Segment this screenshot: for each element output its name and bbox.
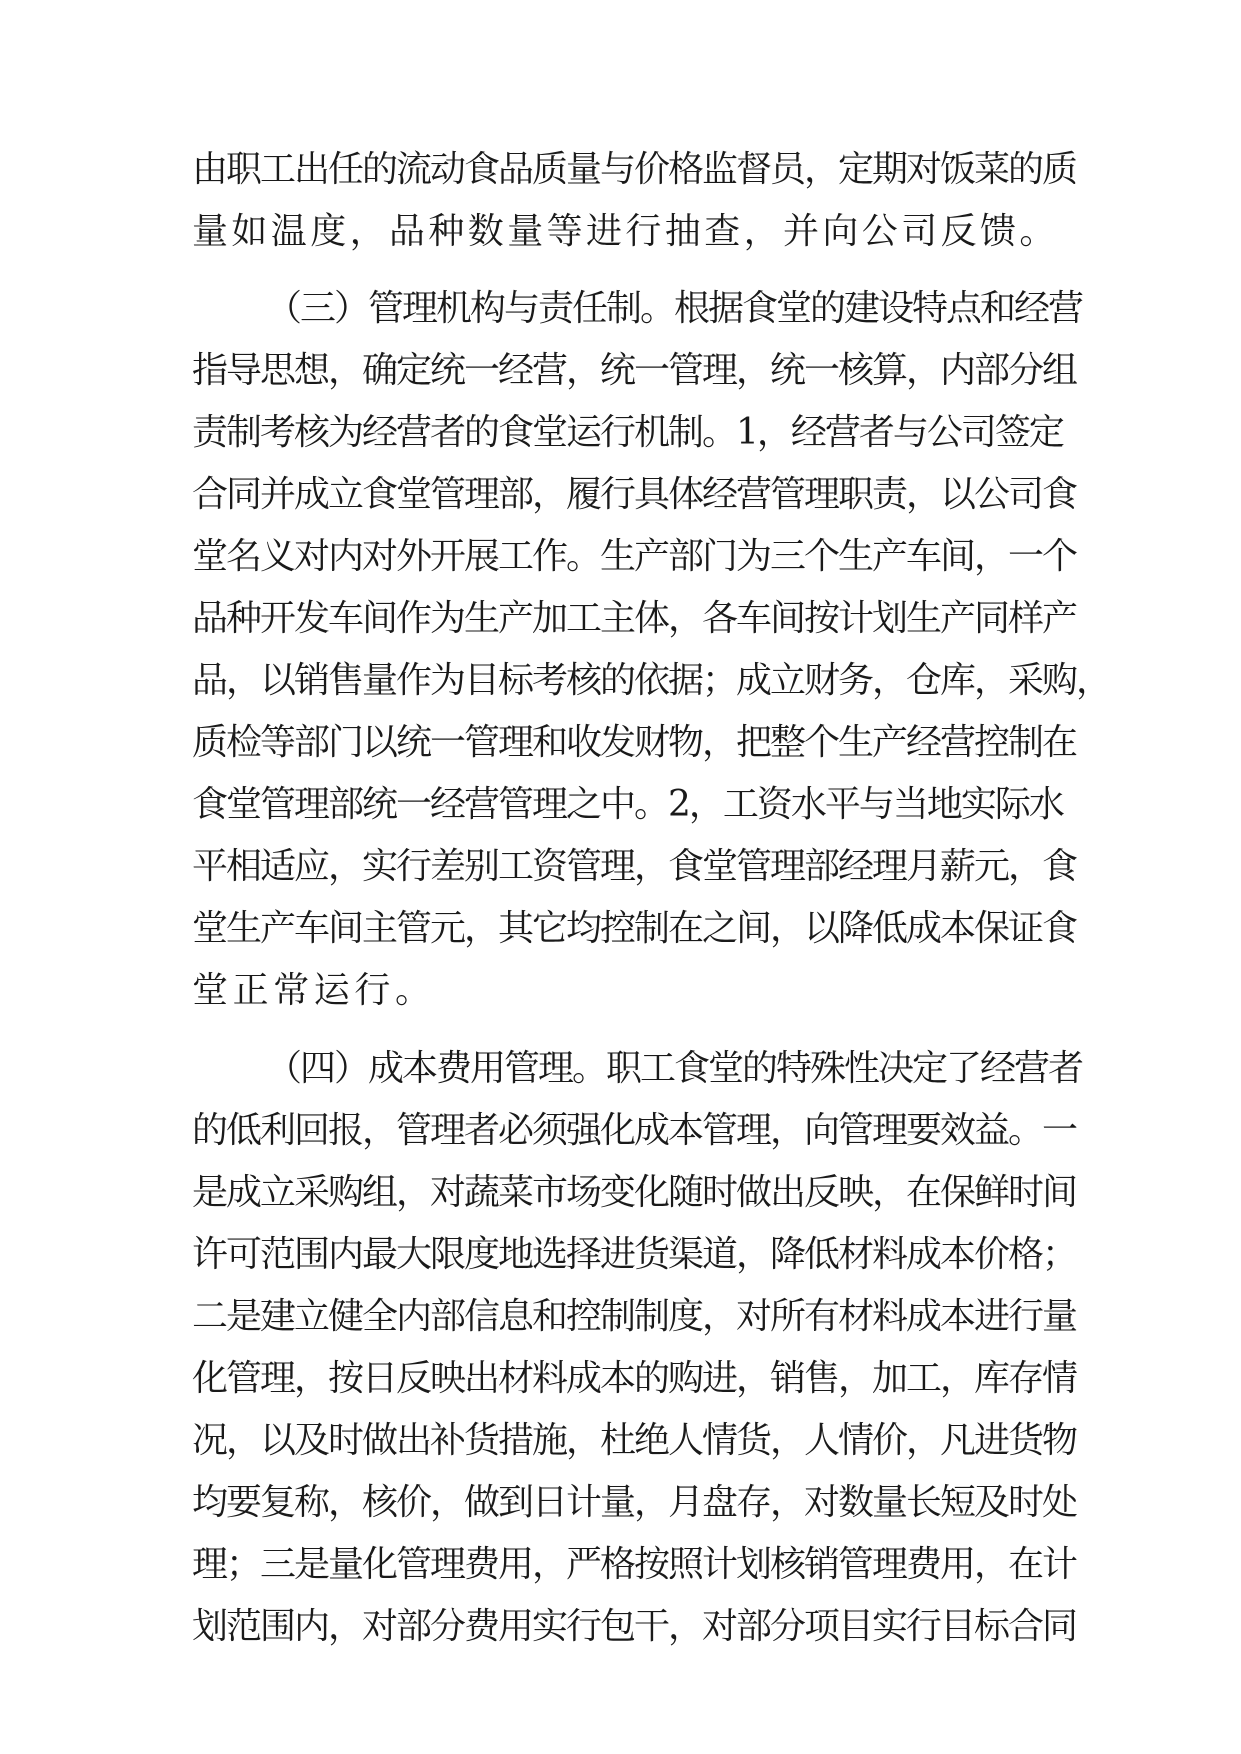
text-line-17: 是成立采购组，对蔬菜市场变化随时做出反映，在保鲜时间	[192, 1172, 1077, 1213]
text-line-7: 堂名义对内对外开展工作。生产部门为三个生产车间，一个	[192, 536, 1077, 577]
text-line-22: 均要复称，核价，做到日计量，月盘存，对数量长短及时处	[192, 1482, 1077, 1523]
section-heading-4: （四）成本费用管理。职工食堂的特殊性决定了经营者	[266, 1048, 1083, 1089]
text-line-20: 化管理，按日反映出材料成本的购进，销售，加工，库存情	[192, 1358, 1077, 1399]
text-line-13: 堂生产车间主管元，其它均控制在之间，以降低成本保证食	[192, 908, 1077, 949]
text-line-11: 食堂管理部统一经营管理之中。2，工资水平与当地实际水	[192, 784, 1063, 825]
text-line-12: 平相适应，实行差别工资管理，食堂管理部经理月薪元，食	[192, 846, 1077, 887]
text-line-4: 指导思想，确定统一经营，统一管理，统一核算，内部分组	[192, 350, 1077, 391]
text-line-24: 划范围内，对部分费用实行包干，对部分项目实行目标合同	[192, 1606, 1077, 1647]
text-line-14: 堂正常运行。	[192, 970, 436, 1011]
text-line-5: 责制考核为经营者的食堂运行机制。1，经营者与公司签定	[192, 412, 1063, 453]
text-line-1: 由职工出任的流动食品质量与价格监督员，定期对饭菜的质	[192, 149, 1077, 190]
text-line-16: 的低利回报，管理者必须强化成本管理，向管理要效益。一	[192, 1110, 1077, 1151]
text-line-6: 合同并成立食堂管理部，履行具体经营管理职责，以公司食	[192, 474, 1077, 515]
text-line-8: 品种开发车间作为生产加工主体，各车间按计划生产同样产	[192, 598, 1077, 639]
text-line-9: 品，以销售量作为目标考核的依据；成立财务，仓库，采购，	[192, 660, 1111, 701]
text-line-2: 量如温度，品种数量等进行抽查，并向公司反馈。	[192, 211, 1059, 252]
section-heading-3: （三）管理机构与责任制。根据食堂的建设特点和经营	[266, 288, 1083, 329]
text-line-21: 况，以及时做出补货措施，杜绝人情货，人情价，凡进货物	[192, 1420, 1077, 1461]
text-line-19: 二是建立健全内部信息和控制制度，对所有材料成本进行量	[192, 1296, 1077, 1337]
text-line-10: 质检等部门以统一管理和收发财物，把整个生产经营控制在	[192, 722, 1077, 763]
text-line-23: 理；三是量化管理费用，严格按照计划核销管理费用，在计	[192, 1544, 1077, 1585]
text-line-18: 许可范围内最大限度地选择进货渠道，降低材料成本价格；	[192, 1234, 1077, 1275]
